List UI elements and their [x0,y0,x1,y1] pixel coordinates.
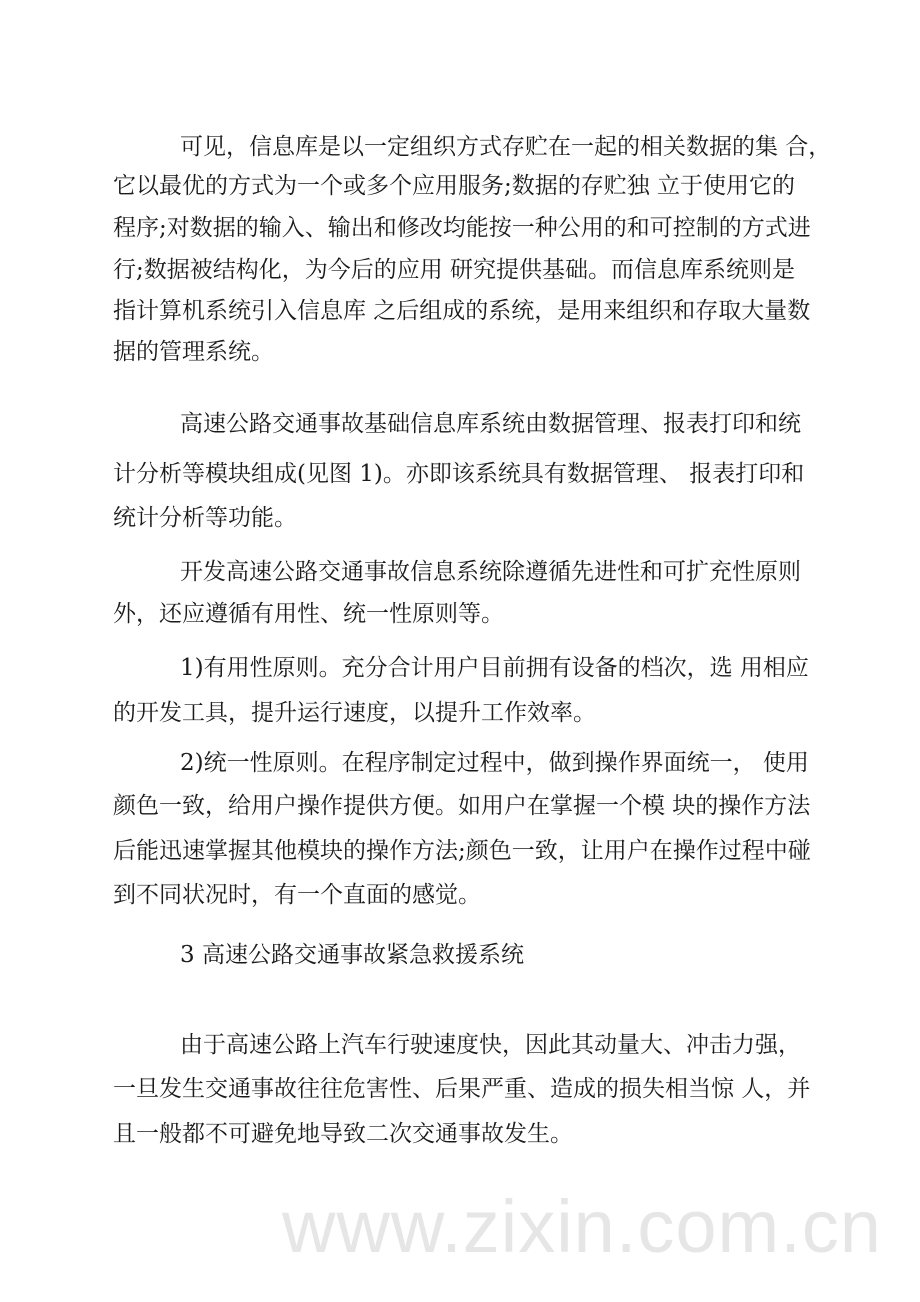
text-line: 高速公路交通事故基础信息库系统由数据管理、报表打印和统 [180,411,801,437]
text-line: 据的管理系统。 [113,339,274,365]
watermark: www.zixin.com.cn [282,1185,882,1268]
text-line: 到不同状况时，有一个直面的感觉。 [113,882,481,908]
text-line: 颜色一致，给用户操作提供方便。如用户在掌握一个模 块的操作方法 [113,793,811,819]
text-line: 由于高速公路上汽车行驶速度快，因此其动量大、冲击力强， [180,1032,801,1058]
heading-text: 3 高速公路交通事故紧急救援系统 [180,942,524,968]
text-line: 的开发工具，提升运行速度，以提升工作效率。 [113,700,596,726]
text-line: 统计分析等功能。 [113,505,297,531]
text-line: 一旦发生交通事故往往危害性、后果严重、造成的损失相当惊 人，并 [113,1076,811,1102]
text-line: 外，还应遵循有用性、统一性原则等。 [113,601,504,627]
text-line: 2)统一性原则。在程序制定过程中，做到操作界面统一， 使用 [180,750,809,776]
text-line: 开发高速公路交通事故信息系统除遵循先进性和可扩充性原则 [180,559,801,585]
text-line: 可见，信息库是以一定组织方式存贮在一起的相关数据的集 合， [180,134,832,160]
text-line: 行;数据被结构化，为今后的应用 研究提供基础。而信息库系统则是 [113,257,796,283]
text-line: 程序;对数据的输入、输出和修改均能按一种公用的和可控制的方式进 [113,215,811,241]
text-line: 1)有用性原则。充分合计用户目前拥有设备的档次，选 用相应 [180,655,809,681]
text-line: 且一般都不可避免地导致二次交通事故发生。 [113,1121,573,1147]
text-line: 指计算机系统引入信息库 之后组成的系统，是用来组织和存取大量数 [113,298,811,324]
text-line: 后能迅速掌握其他模块的操作方法;颜色一致，让用户在操作过程中碰 [113,838,811,864]
text-line: 它以最优的方式为一个或多个应用服务;数据的存贮独 立于使用它的 [113,173,796,199]
text-line: 计分析等模块组成(见图 1)。亦即该系统具有数据管理、 报表打印和 [113,461,805,487]
